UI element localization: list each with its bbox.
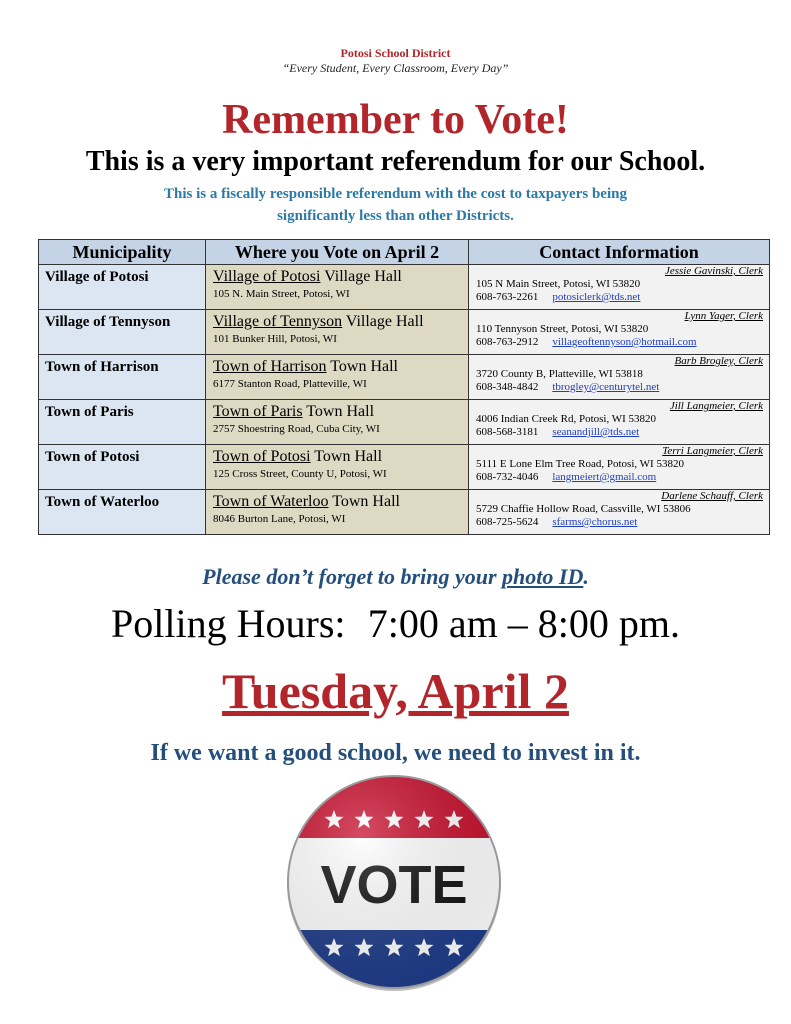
- clerk-name: Darlene Schauff, Clerk: [661, 490, 763, 502]
- clerk-phone: 608-732-4046: [476, 471, 539, 483]
- clerk-phone: 608-763-2261: [476, 291, 539, 303]
- clerk-address: 4006 Indian Creek Rd, Potosi, WI 53820: [476, 413, 657, 425]
- vote-badge-icon: [284, 772, 504, 992]
- polling-place-name: [213, 267, 468, 287]
- district-motto: “Every Student, Every Classroom, Every Day”: [282, 61, 509, 75]
- photo-id-underlined: photo ID: [502, 564, 584, 589]
- municipality-cell: Village of Potosi: [39, 265, 206, 310]
- table-row: [39, 265, 770, 310]
- contact-cell: [469, 310, 770, 355]
- polling-place-cell: [206, 400, 469, 445]
- clerk-address: 5111 E Lone Elm Tree Road, Potosi, WI 53820: [476, 458, 684, 470]
- table-header-row: [39, 240, 770, 265]
- clerk-email-link[interactable]: tbrogley@centurytel.net: [552, 381, 660, 393]
- contact-cell: [469, 355, 770, 400]
- column-header-contact: Contact Information: [469, 240, 770, 265]
- contact-cell: [469, 400, 770, 445]
- clerk-name: Terri Langmeier, Clerk: [662, 445, 763, 457]
- table-row: [39, 355, 770, 400]
- polling-place-name: [213, 402, 468, 422]
- polling-place-link: Town of Harrison: [213, 358, 327, 375]
- table-row: [39, 310, 770, 355]
- polling-hours: [0, 600, 791, 647]
- clerk-phone: 608-568-3181: [476, 426, 539, 438]
- polling-place-cell: [206, 355, 469, 400]
- polling-place-suffix: Town Hall: [326, 358, 398, 375]
- table-row: [39, 445, 770, 490]
- clerk-email-link[interactable]: sfarms@chorus.net: [552, 516, 638, 528]
- clerk-contact-line: [476, 471, 763, 484]
- clerk-phone: 608-763-2912: [476, 336, 539, 348]
- clerk-contact-line: [476, 381, 763, 394]
- clerk-name: Lynn Yager, Clerk: [684, 310, 763, 322]
- clerk-contact-line: [476, 336, 763, 349]
- polling-place-address: 101 Bunker Hill, Potosi, WI: [213, 333, 337, 345]
- polling-place-address: 2757 Shoestring Road, Cuba City, WI: [213, 423, 380, 435]
- clerk-contact-line: [476, 516, 763, 529]
- polling-hours-label: Polling Hours:: [111, 601, 346, 646]
- clerk-phone: 608-725-5624: [476, 516, 539, 528]
- election-date-text: Tuesday, April 2: [222, 663, 569, 719]
- polling-place-cell: [206, 265, 469, 310]
- contact-cell: [469, 445, 770, 490]
- contact-cell: [469, 265, 770, 310]
- clerk-contact-line: [476, 291, 763, 304]
- polling-place-name: [213, 492, 468, 512]
- polling-place-link: Village of Potosi: [213, 268, 321, 285]
- polling-place-address: 125 Cross Street, County U, Potosi, WI: [213, 468, 387, 480]
- column-header-municipality: Municipality: [39, 240, 206, 265]
- clerk-address: 5729 Chaffie Hollow Road, Cassville, WI 53806: [476, 503, 691, 515]
- municipality-cell: Village of Tennyson: [39, 310, 206, 355]
- headline: Remember to Vote!: [222, 97, 569, 143]
- polling-place-suffix: Town Hall: [328, 493, 400, 510]
- polling-place-name: [213, 312, 468, 332]
- clerk-email-link[interactable]: potosiclerk@tds.net: [552, 291, 641, 303]
- clerk-email-link[interactable]: villageoftennyson@hotmail.com: [552, 336, 697, 348]
- polling-place-link: Town of Potosi: [213, 448, 311, 465]
- clerk-address: 3720 County B, Platteville, WI 53818: [476, 368, 643, 380]
- polling-place-suffix: Town Hall: [310, 448, 383, 465]
- table-row: [39, 400, 770, 445]
- polling-place-address: 8046 Burton Lane, Potosi, WI: [213, 513, 346, 525]
- contact-cell: [469, 490, 770, 535]
- subheadline: This is a very important referendum for our School.: [85, 146, 706, 177]
- clerk-address: 105 N Main Street, Potosi, WI 53820: [476, 278, 641, 290]
- election-date: [0, 662, 791, 720]
- polling-place-cell: [206, 490, 469, 535]
- clerk-name: Jessie Gavinski, Clerk: [664, 265, 763, 277]
- fiscal-note-line1: This is a fiscally responsible referendum with the cost to taxpayers being: [164, 186, 627, 202]
- photo-id-prefix: Please don’t forget to bring your: [202, 564, 503, 589]
- column-header-where-vote: Where you Vote on April 2: [206, 240, 469, 265]
- polling-hours-value: 7:00 am – 8:00 pm.: [367, 601, 680, 646]
- photo-id-suffix: .: [583, 564, 589, 589]
- polling-place-cell: [206, 445, 469, 490]
- district-name: Potosi School District: [340, 46, 451, 60]
- photo-id-reminder: [0, 564, 791, 590]
- polling-place-link: Town of Paris: [213, 403, 303, 420]
- clerk-phone: 608-348-4842: [476, 381, 539, 393]
- polling-place-suffix: Village Hall: [320, 268, 402, 285]
- polling-place-name: [213, 447, 468, 467]
- invest-slogan: If we want a good school, we need to invest in it.: [150, 740, 641, 766]
- clerk-address: 110 Tennyson Street, Potosi, WI 53820: [476, 323, 649, 335]
- clerk-name: Barb Brogley, Clerk: [674, 355, 763, 367]
- municipality-cell: Town of Paris: [39, 400, 206, 445]
- municipality-cell: Town of Harrison: [39, 355, 206, 400]
- polling-place-cell: [206, 310, 469, 355]
- polling-place-suffix: Town Hall: [302, 403, 375, 420]
- municipality-cell: Town of Potosi: [39, 445, 206, 490]
- polling-place-link: Village of Tennyson: [213, 313, 343, 330]
- polling-places-table: [38, 239, 770, 535]
- fiscal-note-line2: significantly less than other Districts.: [277, 208, 514, 224]
- clerk-name: Jill Langmeier, Clerk: [669, 400, 763, 412]
- fiscal-note: [0, 183, 791, 227]
- polling-place-link: Town of Waterloo: [213, 493, 329, 510]
- polling-place-name: [213, 357, 468, 377]
- clerk-email-link[interactable]: langmeiert@gmail.com: [552, 471, 657, 483]
- polling-place-address: 105 N. Main Street, Potosi, WI: [213, 288, 350, 300]
- polling-place-suffix: Village Hall: [342, 313, 424, 330]
- table-row: [39, 490, 770, 535]
- municipality-cell: Town of Waterloo: [39, 490, 206, 535]
- polling-place-address: 6177 Stanton Road, Platteville, WI: [213, 378, 367, 390]
- clerk-contact-line: [476, 426, 763, 439]
- clerk-email-link[interactable]: seanandjill@tds.net: [552, 426, 640, 438]
